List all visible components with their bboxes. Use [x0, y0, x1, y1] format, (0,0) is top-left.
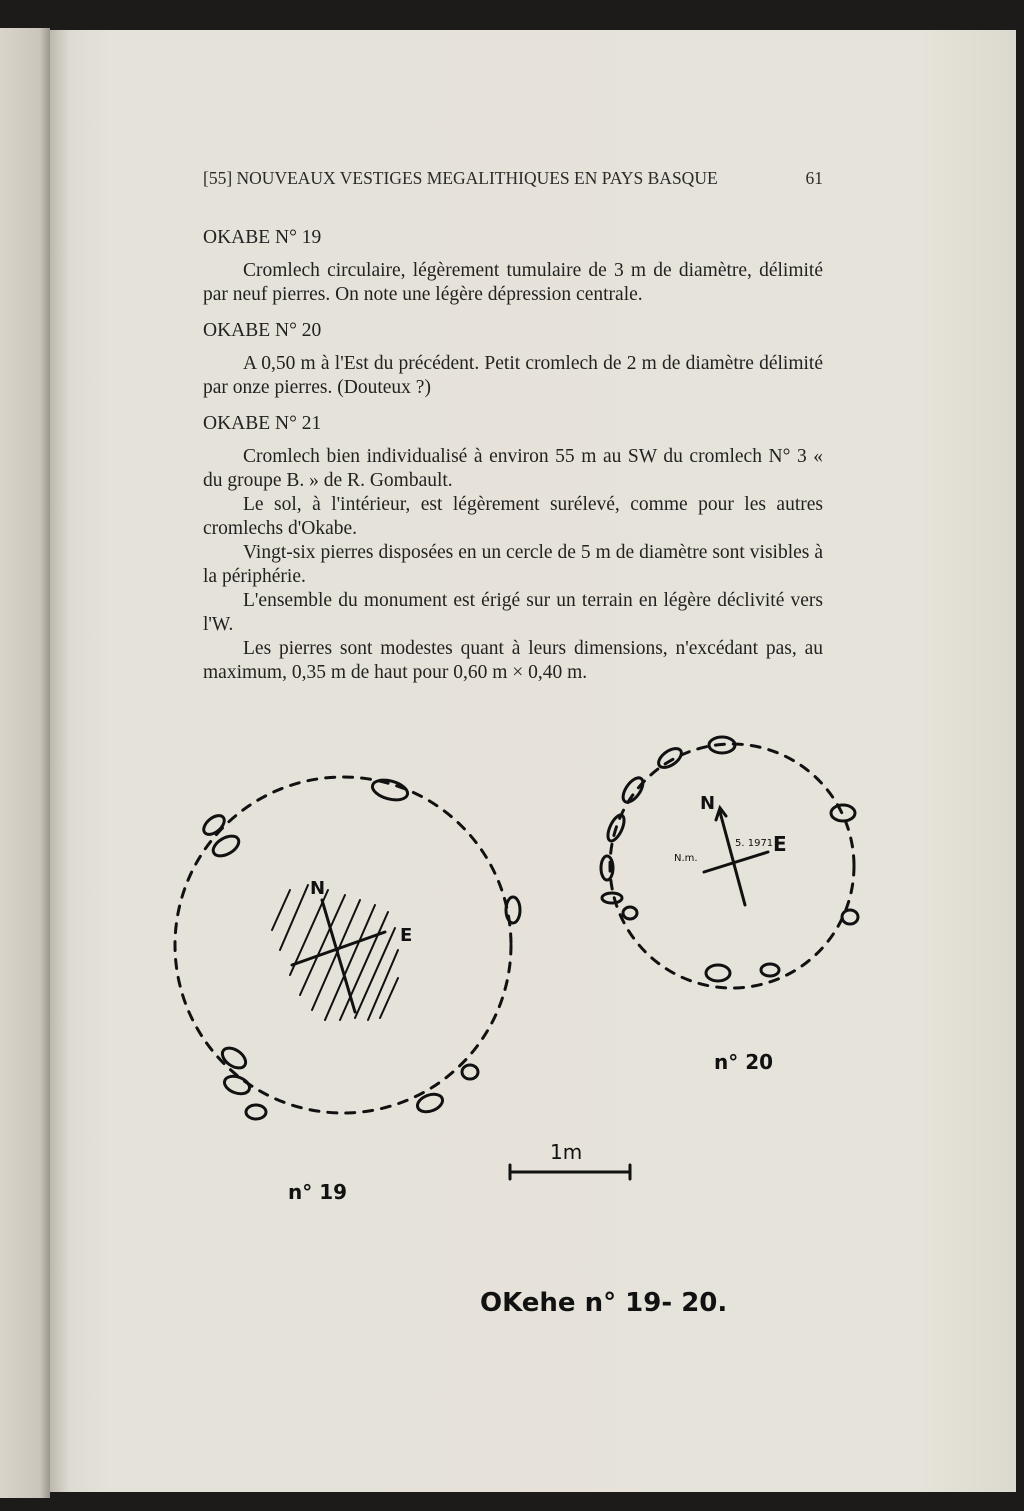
- plan-20-annotation-nm: N.m.: [674, 853, 698, 864]
- plan-20-east-label: E: [773, 832, 787, 856]
- header-section: [55]: [203, 168, 233, 188]
- plan-19-east-label: E: [400, 925, 413, 946]
- paragraph: Le sol, à l'intérieur, est légèrement surélevé, comme pour les autres cromlechs d'Okabe.: [203, 494, 823, 539]
- paragraph: Les pierres sont modestes quant à leurs dimensions, n'excédant pas, au maximum, 0,35 m de haut pour 0,60 m × 0,40 m.: [203, 638, 823, 683]
- plan-20: [601, 737, 858, 988]
- section-heading: OKABE N° 19: [203, 227, 322, 248]
- plan-20-label: n° 20: [714, 1050, 774, 1074]
- plan-19: [175, 777, 520, 1119]
- plan-20-circle: [610, 744, 854, 988]
- paragraph: A 0,50 m à l'Est du précédent. Petit cromlech de 2 m de diamètre délimité par onze pierres. (Douteux ?): [203, 353, 823, 398]
- paragraph: L'ensemble du monument est érigé sur un terrain en légère déclivité vers l'W.: [203, 590, 823, 635]
- section-heading: OKABE N° 21: [203, 413, 322, 434]
- paragraph: Cromlech bien individualisé à environ 55 m au SW du cromlech N° 3 « du groupe B. » de R. Gombault.: [203, 446, 823, 491]
- plan-20-compass-cross: [704, 808, 768, 905]
- plan-20-annotation-date: 5. 1971: [735, 838, 774, 849]
- plan-19-compass-cross: [292, 900, 385, 1012]
- figure-caption: OKehe n° 19- 20.: [480, 1288, 728, 1318]
- page-number: 61: [805, 168, 823, 188]
- paragraph: Vingt-six pierres disposées en un cercle de 5 m de diamètre sont visibles à la périphérie.: [203, 542, 823, 587]
- scale-label: 1m: [550, 1140, 583, 1164]
- plan-19-stones: [200, 777, 520, 1119]
- plan-20-north-label: N: [700, 793, 716, 814]
- plan-19-label: n° 19: [288, 1180, 348, 1204]
- paragraph: Cromlech circulaire, légèrement tumulaire de 3 m de diamètre, délimité par neuf pierres. On note une légère dépression centrale.: [203, 260, 823, 305]
- section-heading: OKABE N° 20: [203, 320, 322, 341]
- scale-bar: [510, 1165, 630, 1179]
- plan-19-north-label: N: [310, 878, 326, 899]
- header-title: NOUVEAUX VESTIGES MEGALITHIQUES EN PAYS BASQUE: [236, 168, 718, 188]
- plan-19-hatching: [272, 885, 398, 1020]
